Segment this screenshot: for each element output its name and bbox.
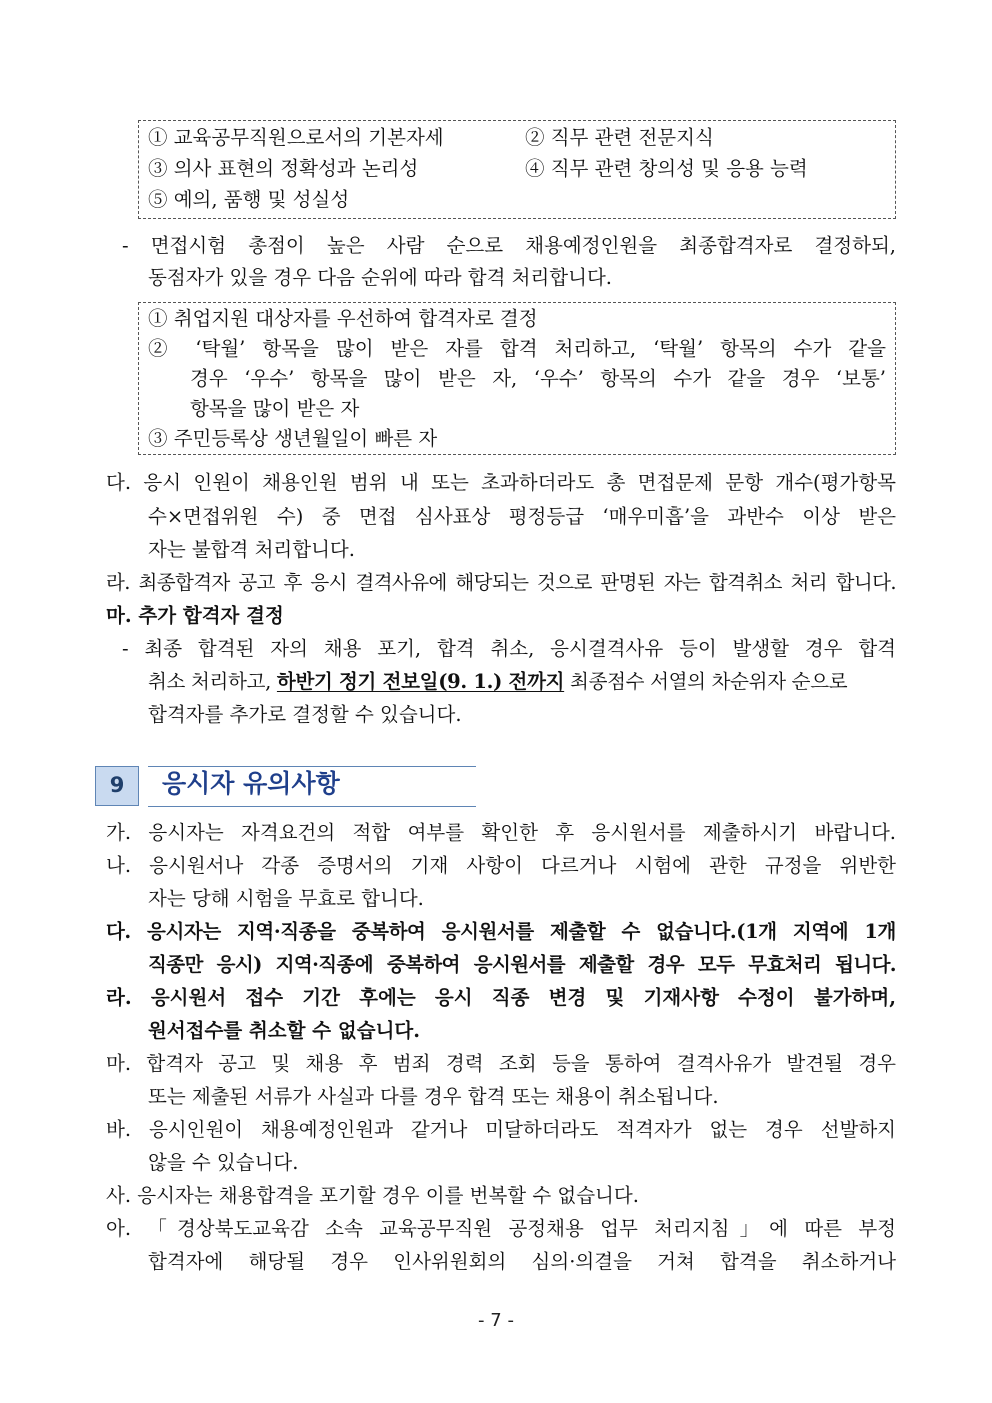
- note-a-line-2: 합격자에 해당될 경우 인사위원회의 심의·의결을 거쳐 합격을 취소하거나: [148, 1250, 896, 1273]
- note-da-line-2: 직종만 응시) 지역·직종에 중복하여 응시원서를 제출할 경우 모두 무효처리 됩니다.: [148, 953, 896, 976]
- rule-ma-title: 마. 추가 합격자 결정: [106, 604, 284, 627]
- note-na-line-2: 자는 당해 시험을 무효로 합니다.: [148, 887, 424, 910]
- note-na-line-1: 나. 응시원서나 각종 증명서의 기재 사항이 다르거나 시험에 관한 규정을 위반한: [106, 854, 896, 877]
- criteria-item-1: ① 교육공무직원으로서의 기본자세: [148, 126, 444, 149]
- section-title: 응시자 유의사항: [162, 769, 340, 798]
- section-number: 9: [95, 766, 139, 806]
- note-ra-line-1: 라. 응시원서 접수 기간 후에는 응시 직종 변경 및 기재사항 수정이 불가하며,: [106, 986, 896, 1009]
- note-ra-line-2: 원서접수를 취소할 수 없습니다.: [148, 1019, 421, 1042]
- tiebreak-item-2-cont: 경우 ‘우수’ 항목을 많이 받은 자, ‘우수’ 항목의 수가 같을 경우 ‘보통’: [190, 367, 886, 390]
- interview-rule-line-1: - 면접시험 총점이 높은 사람 순으로 채용예정인원을 최종합격자로 결정하되,: [122, 234, 896, 257]
- rule-ma-line-2: [148, 667, 896, 697]
- criteria-item-3: ③ 의사 표현의 정확성과 논리성: [148, 157, 419, 180]
- note-ga: 가. 응시자는 자격요건의 적합 여부를 확인한 후 응시원서를 제출하시기 바랍니다.: [106, 821, 896, 844]
- note-ma-line-2: 또는 제출된 서류가 사실과 다를 경우 합격 또는 채용이 취소됩니다.: [148, 1085, 719, 1108]
- note-ba-line-1: 바. 응시인원이 채용예정인원과 같거나 미달하더라도 적격자가 없는 경우 선발하지: [106, 1118, 896, 1141]
- rule-da-line-3: 자는 불합격 처리합니다.: [148, 538, 355, 561]
- rule-da-line-2: 수×면접위원 수) 중 면접 심사표상 평정등급 ‘매우미흡’을 과반수 이상 받은: [148, 505, 896, 528]
- rule-da-line-1: 다. 응시 인원이 채용인원 범위 내 또는 초과하더라도 총 면접문제 문항 개수(평가항목: [106, 471, 896, 494]
- note-a-line-1: 아. 「경상북도교육감 소속 교육공무직원 공정채용 업무 처리지침」에 따른 부정: [106, 1217, 896, 1240]
- rule-ra: 라. 최종합격자 공고 후 응시 결격사유에 해당되는 것으로 판명된 자는 합격취소 처리 합니다.: [106, 571, 896, 594]
- rule-ma-line-1: - 최종 합격된 자의 채용 포기, 합격 취소, 응시결격사유 등이 발생할 경우 합격: [122, 637, 896, 660]
- rule-ma-line-2-post: 최종점수 서열의 차순위자 순으로: [564, 670, 848, 693]
- rule-ma-line-3: 합격자를 추가로 결정할 수 있습니다.: [148, 703, 462, 726]
- note-sa: 사. 응시자는 채용합격을 포기할 경우 이를 번복할 수 없습니다.: [106, 1184, 639, 1207]
- tiebreak-item-2: ② ‘탁월’ 항목을 많이 받은 자를 합격 처리하고, ‘탁월’ 항목의 수가 같을: [148, 337, 886, 360]
- section-rule-bottom: [148, 806, 476, 807]
- tiebreak-item-3: ③ 주민등록상 생년월일이 빠른 자: [148, 427, 438, 450]
- note-ma-line-1: 마. 합격자 공고 및 채용 후 범죄 경력 조회 등을 통하여 결격사유가 발견될 경우: [106, 1052, 896, 1075]
- note-ba-line-2: 않을 수 있습니다.: [148, 1151, 299, 1174]
- rule-ma-line-2-pre: 취소 처리하고,: [148, 670, 277, 693]
- note-da-line-1: 다. 응시자는 지역·직종을 중복하여 응시원서를 제출할 수 없습니다.(1개 지역에 1개: [106, 920, 896, 943]
- tiebreak-item-1: ① 취업지원 대상자를 우선하여 합격자로 결정: [148, 307, 538, 330]
- criteria-item-2: ② 직무 관련 전문지식: [525, 126, 714, 149]
- transfer-deadline: 하반기 정기 전보일(9. 1.) 전까지: [276, 670, 565, 693]
- tiebreak-item-2-end: 항목을 많이 받은 자: [190, 397, 360, 420]
- page-number: - 7 -: [478, 1310, 514, 1331]
- interview-rule-line-2: 동점자가 있을 경우 다음 순위에 따라 합격 처리합니다.: [148, 266, 613, 289]
- criteria-item-5: ⑤ 예의, 품행 및 성실성: [148, 188, 350, 211]
- criteria-item-4: ④ 직무 관련 창의성 및 응용 능력: [525, 157, 808, 180]
